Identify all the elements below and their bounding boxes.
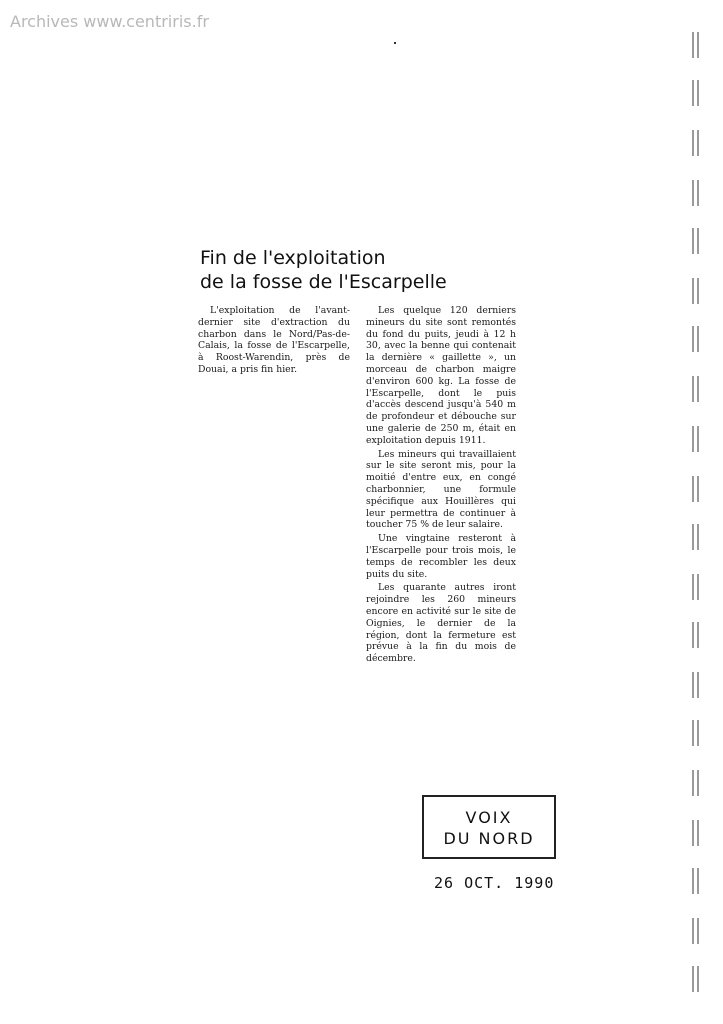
binder-ring <box>692 228 699 254</box>
binder-ring <box>692 918 699 944</box>
article-title <box>200 246 560 294</box>
binder-ring <box>692 622 699 648</box>
article-lead: L'exploitation de l'avant-dernier site d'extraction du charbon dans le Nord/Pas-de-Calais, la fosse de l'Escarpelle, à Roost-Warendin, près de Douai, a pris fin hier. <box>198 305 350 375</box>
binder-ring <box>692 574 699 600</box>
binder-ring <box>692 180 699 206</box>
binder-ring <box>692 672 699 698</box>
binder-ring <box>692 770 699 796</box>
binder-ring <box>692 820 699 846</box>
title-line-2: de la fosse de l'Escarpelle <box>200 271 447 293</box>
binder-ring <box>692 426 699 452</box>
speck <box>394 42 396 44</box>
newspaper-source-stamp <box>422 795 556 859</box>
article-body-column <box>366 305 516 667</box>
body-paragraph: Les quarante autres iront rejoindre les 260 mineurs encore en activité sur le site de Oignies, le dernier de la région, dont la fermeture est prévue à la fin du mois de décembre. <box>366 582 516 665</box>
article-lead-column <box>198 305 350 378</box>
binder-ring <box>692 32 699 58</box>
binder-ring <box>692 966 699 992</box>
body-paragraph: Les quelque 120 derniers mineurs du site sont remontés du fond du puits, jeudi à 12 h 30, avec la benne qui contenait la dernière « gaillette », un morceau de charbon maigre d'environ 600 kg. La fosse de l'Escarpelle, dont le puis d'accès descend jusqu'à 540 m de profondeur et débouche sur une galerie de 250 m, était en exploitation depuis 1911. <box>366 305 516 446</box>
binder-ring <box>692 326 699 352</box>
stamp-line-2: DU NORD <box>443 829 535 848</box>
binder-ring <box>692 130 699 156</box>
binder-ring <box>692 868 699 894</box>
binder-ring <box>692 524 699 550</box>
body-paragraph: Une vingtaine resteront à l'Escarpelle pour trois mois, le temps de recombler les deux puits du site. <box>366 533 516 580</box>
body-paragraph: Les mineurs qui travaillaient sur le site seront mis, pour la moitié d'entre eux, en congé charbonnier, une formule spécifique aux Houillères qui leur permettra de continuer à toucher 75 % de leur salaire. <box>366 448 516 531</box>
archive-watermark: Archives www.centriris.fr <box>10 12 209 31</box>
binder-ring <box>692 278 699 304</box>
binder-ring <box>692 720 699 746</box>
binder-ring <box>692 80 699 106</box>
binder-ring <box>692 376 699 402</box>
date-stamp: 26 OCT. 1990 <box>434 874 555 892</box>
binder-ring <box>692 476 699 502</box>
stamp-line-1: VOIX <box>465 808 513 827</box>
title-line-1: Fin de l'exploitation <box>200 247 386 269</box>
